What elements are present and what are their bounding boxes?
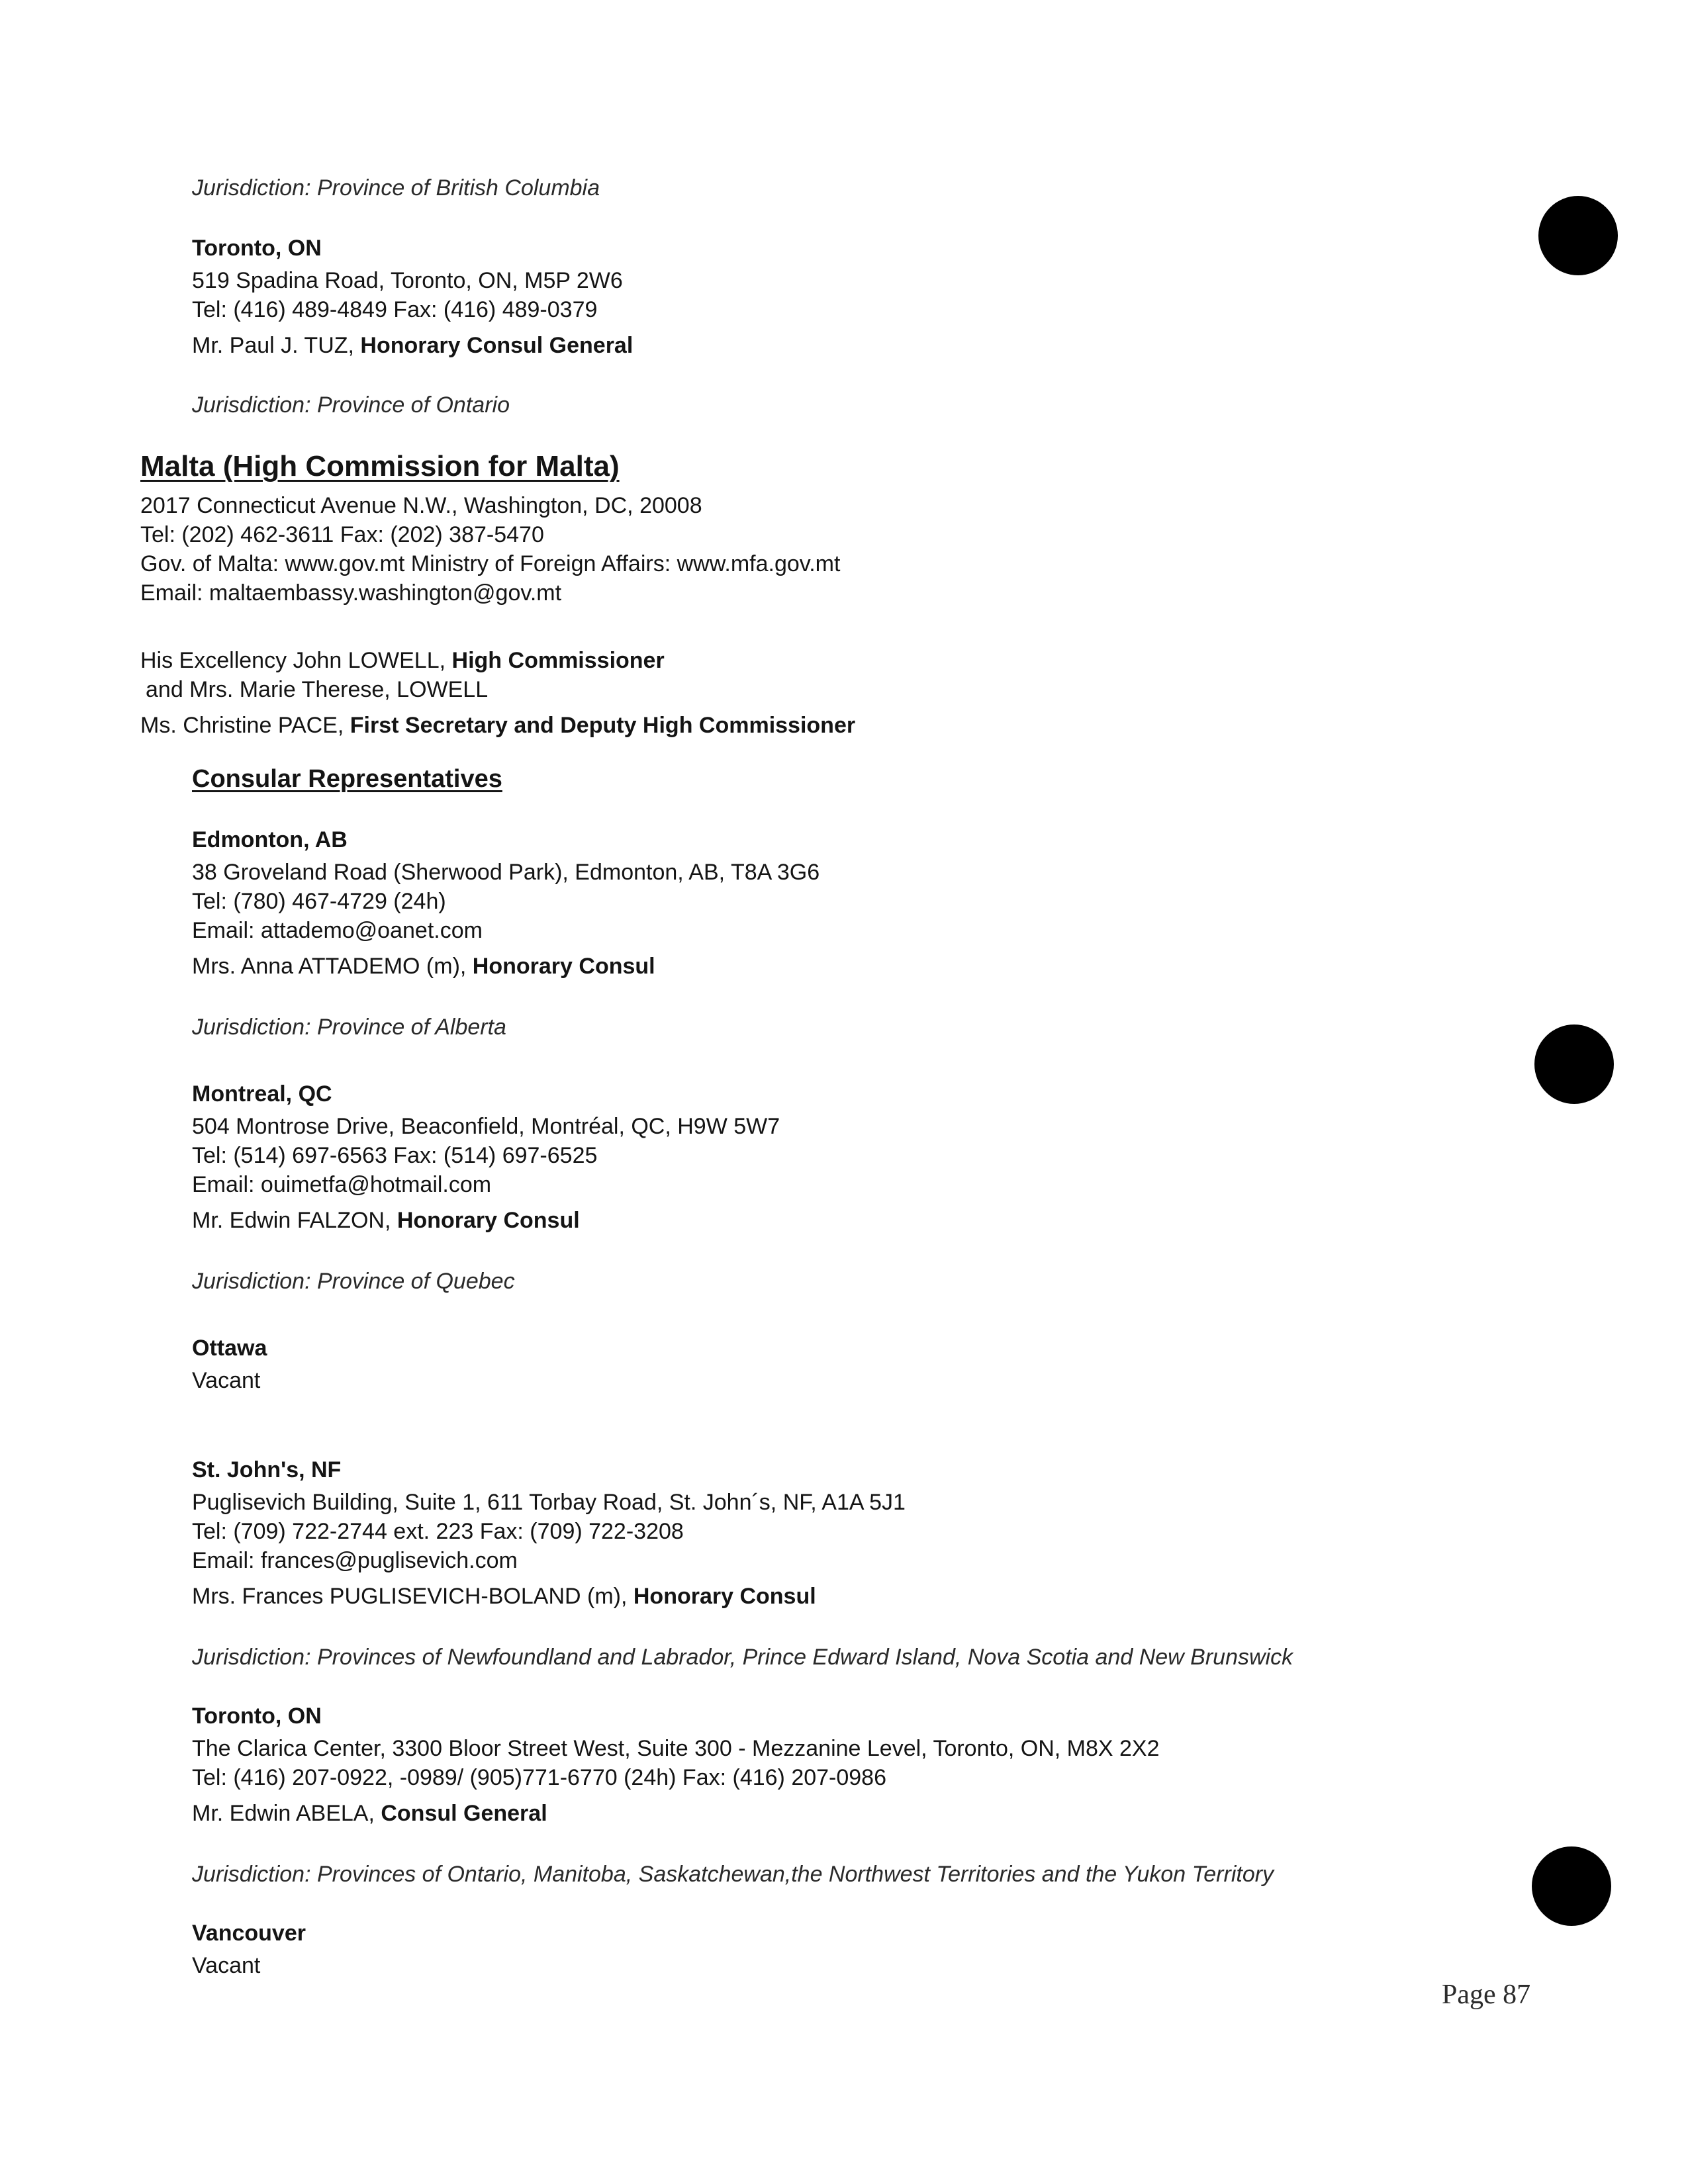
page-number: Page 87 <box>1442 1979 1531 2010</box>
person-title: Honorary Consul <box>633 1584 816 1609</box>
malta-official-deputy <box>140 711 855 740</box>
punch-hole-bottom <box>1532 1846 1611 1926</box>
toronto-address: The Clarica Center, 3300 Bloor Street West, Suite 300 - Mezzanine Level, Toronto, ON, M8X 2X2 <box>192 1736 1160 1761</box>
office-heading-malta: Malta (High Commission for Malta) <box>140 450 620 482</box>
person-title: First Secretary and Deputy High Commissioner <box>350 713 856 738</box>
st-johns-address: Puglisevich Building, Suite 1, 611 Torbay Road, St. John´s, NF, A1A 5J1 <box>192 1490 906 1515</box>
person-name: Mr. Edwin FALZON, <box>192 1208 397 1233</box>
edmonton-email: Email: attademo@oanet.com <box>192 918 483 943</box>
toronto-honorary-address: 519 Spadina Road, Toronto, ON, M5P 2W6 <box>192 268 623 293</box>
vancouver-status: Vacant <box>192 1953 261 1978</box>
st-johns-tel: Tel: (709) 722-2744 ext. 223 Fax: (709) 722-3208 <box>192 1519 684 1544</box>
person-title: Honorary Consul <box>397 1208 580 1233</box>
malta-tel: Tel: (202) 462-3611 Fax: (202) 387-5470 <box>140 522 544 547</box>
city-heading-st-johns: St. John's, NF <box>192 1457 342 1482</box>
st-johns-email: Email: frances@puglisevich.com <box>192 1548 518 1573</box>
punch-hole-middle <box>1534 1024 1614 1104</box>
montreal-person <box>192 1206 580 1235</box>
malta-web: Gov. of Malta: www.gov.mt Ministry of Foreign Affairs: www.mfa.gov.mt <box>140 551 841 576</box>
city-heading-ottawa: Ottawa <box>192 1336 267 1361</box>
malta-address: 2017 Connecticut Avenue N.W., Washington, DC, 20008 <box>140 493 702 518</box>
person-name: Mrs. Anna ATTADEMO (m), <box>192 954 473 979</box>
montreal-address: 504 Montrose Drive, Beaconfield, Montréal, QC, H9W 5W7 <box>192 1114 780 1139</box>
montreal-jurisdiction: Jurisdiction: Province of Quebec <box>192 1269 515 1294</box>
city-heading-montreal: Montreal, QC <box>192 1081 332 1107</box>
section-heading-consular: Consular Representatives <box>192 765 502 793</box>
jurisdiction-ontario: Jurisdiction: Province of Ontario <box>192 392 510 418</box>
person-name: Mr. Edwin ABELA, <box>192 1801 381 1826</box>
punch-hole-top <box>1538 196 1618 275</box>
toronto-honorary-tel: Tel: (416) 489-4849 Fax: (416) 489-0379 <box>192 297 598 322</box>
person-title: High Commissioner <box>451 648 665 673</box>
city-heading-edmonton: Edmonton, AB <box>192 827 348 852</box>
montreal-email: Email: ouimetfa@hotmail.com <box>192 1172 492 1197</box>
edmonton-jurisdiction: Jurisdiction: Province of Alberta <box>192 1015 506 1040</box>
toronto-person <box>192 1799 547 1828</box>
toronto-jurisdiction: Jurisdiction: Provinces of Ontario, Manitoba, Saskatchewan,the Northwest Territories and the Yukon Territory <box>192 1862 1274 1887</box>
malta-email: Email: maltaembassy.washington@gov.mt <box>140 580 562 606</box>
toronto-tel: Tel: (416) 207-0922, -0989/ (905)771-6770 (24h) Fax: (416) 207-0986 <box>192 1765 887 1790</box>
ottawa-status: Vacant <box>192 1368 261 1393</box>
person-name: Mr. Paul J. TUZ, <box>192 333 361 358</box>
st-johns-person <box>192 1582 816 1611</box>
city-heading-toronto: Toronto, ON <box>192 1704 322 1729</box>
person-title: Consul General <box>381 1801 547 1826</box>
edmonton-person <box>192 952 655 981</box>
jurisdiction-bc: Jurisdiction: Province of British Columbia <box>192 175 600 201</box>
city-heading-toronto-honorary: Toronto, ON <box>192 236 322 261</box>
toronto-honorary-person <box>192 331 633 360</box>
st-johns-jurisdiction: Jurisdiction: Provinces of Newfoundland and Labrador, Prince Edward Island, Nova Scotia and New Brunswick <box>192 1645 1293 1670</box>
montreal-tel: Tel: (514) 697-6563 Fax: (514) 697-6525 <box>192 1143 598 1168</box>
malta-official-high-commissioner <box>140 646 665 675</box>
edmonton-tel: Tel: (780) 467-4729 (24h) <box>192 889 446 914</box>
person-name: Mrs. Frances PUGLISEVICH-BOLAND (m), <box>192 1584 633 1609</box>
person-name: Ms. Christine PACE, <box>140 713 350 738</box>
city-heading-vancouver: Vancouver <box>192 1921 306 1946</box>
person-title: Honorary Consul <box>472 954 655 979</box>
person-name: His Excellency John LOWELL, <box>140 648 452 673</box>
edmonton-address: 38 Groveland Road (Sherwood Park), Edmonton, AB, T8A 3G6 <box>192 860 820 885</box>
person-title: Honorary Consul General <box>360 333 633 358</box>
malta-official-spouse: and Mrs. Marie Therese, LOWELL <box>146 677 489 702</box>
